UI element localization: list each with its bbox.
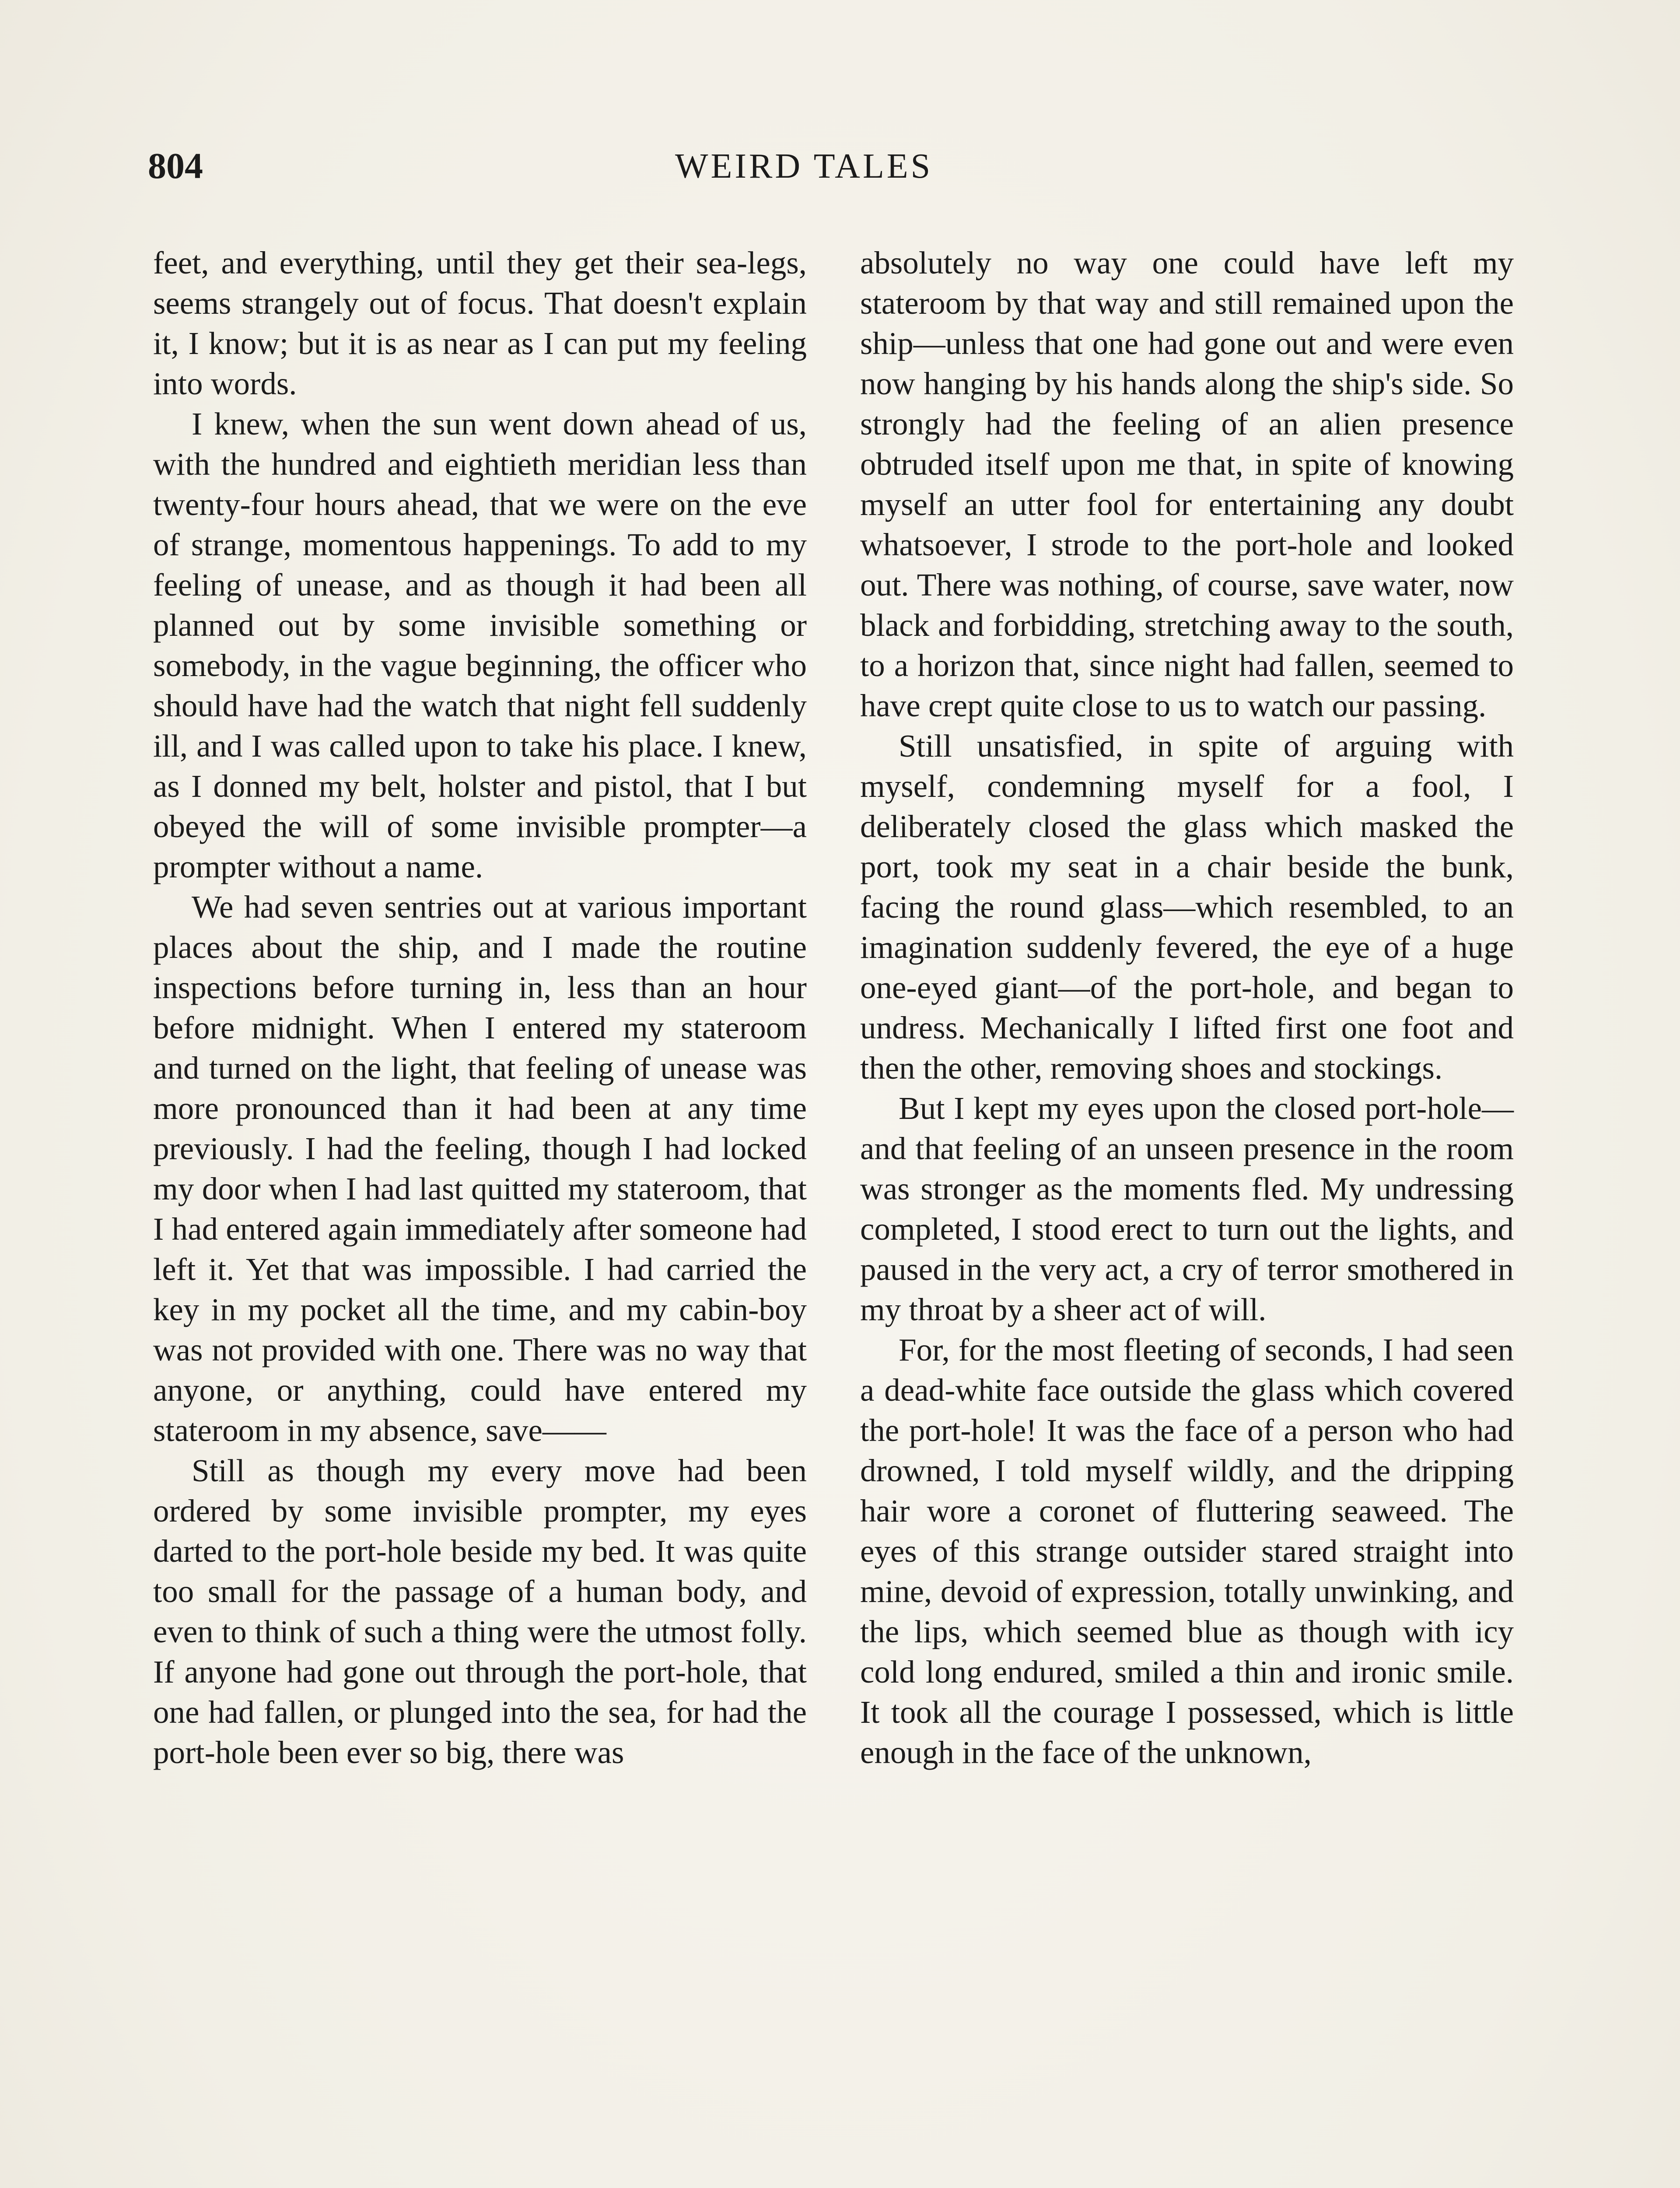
page-header: [148, 142, 1522, 190]
running-title: WEIRD TALES: [675, 147, 933, 186]
paragraph: feet, and everything, until they get their sea-legs, seems strangely out of focus. That doesn't explain it, I know; but it is as near as I can put my feeling into words.: [153, 245, 807, 401]
page-number: 804: [148, 146, 203, 186]
right-column: [860, 243, 1514, 1773]
paragraph: I knew, when the sun went down ahead of us, with the hundred and eightieth meridian less than twenty-four hours ahead, that we were on the eve of strange, momentous happenings. To add to my feeling of unease, and as though it had been all planned out by some invisible something or somebody, in the vague beginning, the officer who should have had the watch that night fell suddenly ill, and I was called upon to take his place. I knew, as I donned my belt, holster and pistol, that I but obeyed the will of some invisible prompter—a prompter without a name.: [153, 406, 807, 884]
paragraph: But I kept my eyes upon the closed port-hole—and that feeling of an unseen presence in the room was stronger as the moments fled. My undressing completed, I stood erect to turn out the lights, and paused in the very act, a cry of terror smothered in my throat by a sheer act of will.: [860, 1090, 1514, 1327]
left-column: [153, 243, 807, 1773]
paragraph: absolutely no way one could have left my stateroom by that way and still remained upon the ship—unless that one had gone out and were even now hanging by his hands along the ship's side. So strongly had the feeling of an alien presence obtruded itself upon me that, in spite of knowing myself an utter fool for entertaining any doubt whatsoever, I strode to the port-hole and looked out. There was nothing, of course, save water, now black and forbidding, stretching away to the south, to a horizon that, since night had fallen, seemed to have crept quite close to us to watch our passing.: [860, 245, 1514, 723]
paragraph: Still unsatisfied, in spite of arguing with myself, condemning myself for a fool, I deliberately closed the glass which masked the port, took my seat in a chair beside the bunk, facing the round glass—which resembled, to an imagination suddenly fevered, the eye of a huge one-eyed giant—of the port-hole, and began to undress. Mechanically I lifted first one foot and then the other, removing shoes and stockings.: [860, 728, 1514, 1086]
paragraph: We had seven sentries out at various important places about the ship, and I made the routine inspections before turning in, less than an hour before midnight. When I entered my stateroom and turned on the light, that feeling of unease was more pronounced than it had been at any time previously. I had the feeling, though I had locked my door when I had last quitted my stateroom, that I had entered again immediately after someone had left it. Yet that was impossible. I had carried the key in my pocket all the time, and my cabin-boy was not provided with one. There was no way that anyone, or anything, could have entered my stateroom in my absence, save——: [153, 889, 807, 1448]
paragraph: Still as though my every move had been ordered by some invisible prompter, my eyes darted to the port-hole beside my bed. It was quite too small for the passage of a human body, and even to think of such a thing were the utmost folly. If anyone had gone out through the port-hole, that one had fallen, or plunged into the sea, for had the port-hole been ever so big, there was: [153, 1453, 807, 1770]
paragraph: For, for the most fleeting of seconds, I had seen a dead-white face outside the glass which covered the port-hole! It was the face of a person who had drowned, I told myself wildly, and the dripping hair wore a coronet of fluttering seaweed. The eyes of this strange outsider stared straight into mine, devoid of expression, totally unwinking, and the lips, which seemed blue as though with icy cold long endured, smiled a thin and ironic smile. It took all the courage I possessed, which is little enough in the face of the unknown,: [860, 1332, 1514, 1770]
